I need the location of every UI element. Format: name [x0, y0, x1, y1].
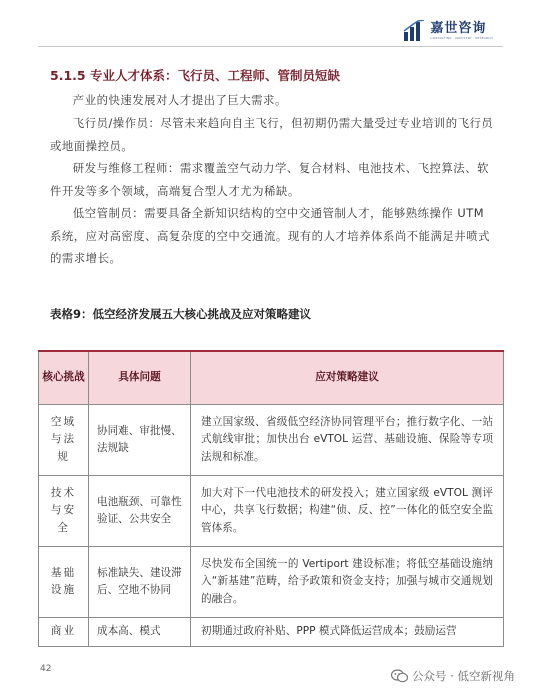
- section-title: 5.1.5 专业人才体系：飞行员、工程师、管制员短缺: [50, 68, 340, 83]
- page-number: 42: [40, 664, 52, 674]
- logo-text: 嘉世咨询: [430, 21, 487, 36]
- strategy-table: [38, 350, 504, 647]
- logo-subtitle: CONSULTING · INDUSTRY · RESEARCH: [430, 36, 493, 40]
- table-header-row: [39, 351, 504, 405]
- logo-mark-icon: [403, 20, 425, 42]
- cell-issue: 标准缺失、建设滞后、空地不协同: [89, 547, 191, 618]
- wechat-watermark: [391, 668, 515, 684]
- cell-challenge: 商业: [39, 618, 89, 647]
- cell-issue: 协同难、审批慢、法规缺: [89, 405, 191, 476]
- cell-challenge: 基础设施: [39, 547, 89, 618]
- header-strategy: 应对策略建议: [191, 351, 504, 405]
- cell-strategy: 建立国家级、省级低空经济协同管理平台；推行数字化、一站式航线审批；加快出台 eVTOL 运营、基础设施、保险等专项法规和标准。: [191, 405, 504, 476]
- table-row: [39, 405, 504, 476]
- paragraph-3: 研发与维修工程师：需求覆盖空气动力学、复合材料、电池技术、飞控算法、软件开发等多个领域，高端复合型人才尤为稀缺。: [50, 161, 489, 198]
- cell-strategy: 加大对下一代电池技术的研发投入；建立国家级 eVTOL 测评中心，共享飞行数据；构建“侦、反、控”一体化的低空安全监管体系。: [191, 476, 504, 547]
- table-row: [39, 547, 504, 618]
- table-row: [39, 618, 504, 647]
- paragraph-2: 飞行员/操作员：尽管未来趋向自主飞行，但初期仍需大量受过专业培训的飞行员或地面操控员。: [50, 116, 494, 153]
- header-issue: 具体问题: [89, 351, 191, 405]
- company-logo: [403, 20, 493, 42]
- cell-challenge: 技术与安全: [39, 476, 89, 547]
- cell-challenge: 空域与法规: [39, 405, 89, 476]
- cell-issue: 成本高、模式: [89, 618, 191, 647]
- cell-strategy: 尽快发布全国统一的 Vertiport 建设标准；将低空基础设施纳入“新基建”范畴，给予政策和资金支持；加强与城市交通规划的融合。: [191, 547, 504, 618]
- cell-issue: 电池瓶颈、可靠性验证、公共安全: [89, 476, 191, 547]
- watermark-text: 公众号 · 低空新视角: [412, 669, 515, 683]
- header-divider: [38, 46, 503, 47]
- paragraph-4: 低空管制员：需要具备全新知识结构的空中交通管制人才，能够熟练操作 UTM 系统，应对高密度、高复杂度的空中交通流。现有的人才培养体系尚不能满足井喷式的需求增长。: [50, 206, 490, 265]
- table-row: [39, 476, 504, 547]
- header-challenge: 核心挑战: [39, 351, 89, 405]
- wechat-icon: [391, 669, 408, 683]
- table-caption: 表格9：低空经济发展五大核心挑战及应对策略建议: [50, 307, 311, 321]
- paragraph-1: 产业的快速发展对人才提出了巨大需求。: [72, 93, 287, 107]
- cell-strategy: 初期通过政府补贴、PPP 模式降低运营成本；鼓励运营: [191, 618, 504, 647]
